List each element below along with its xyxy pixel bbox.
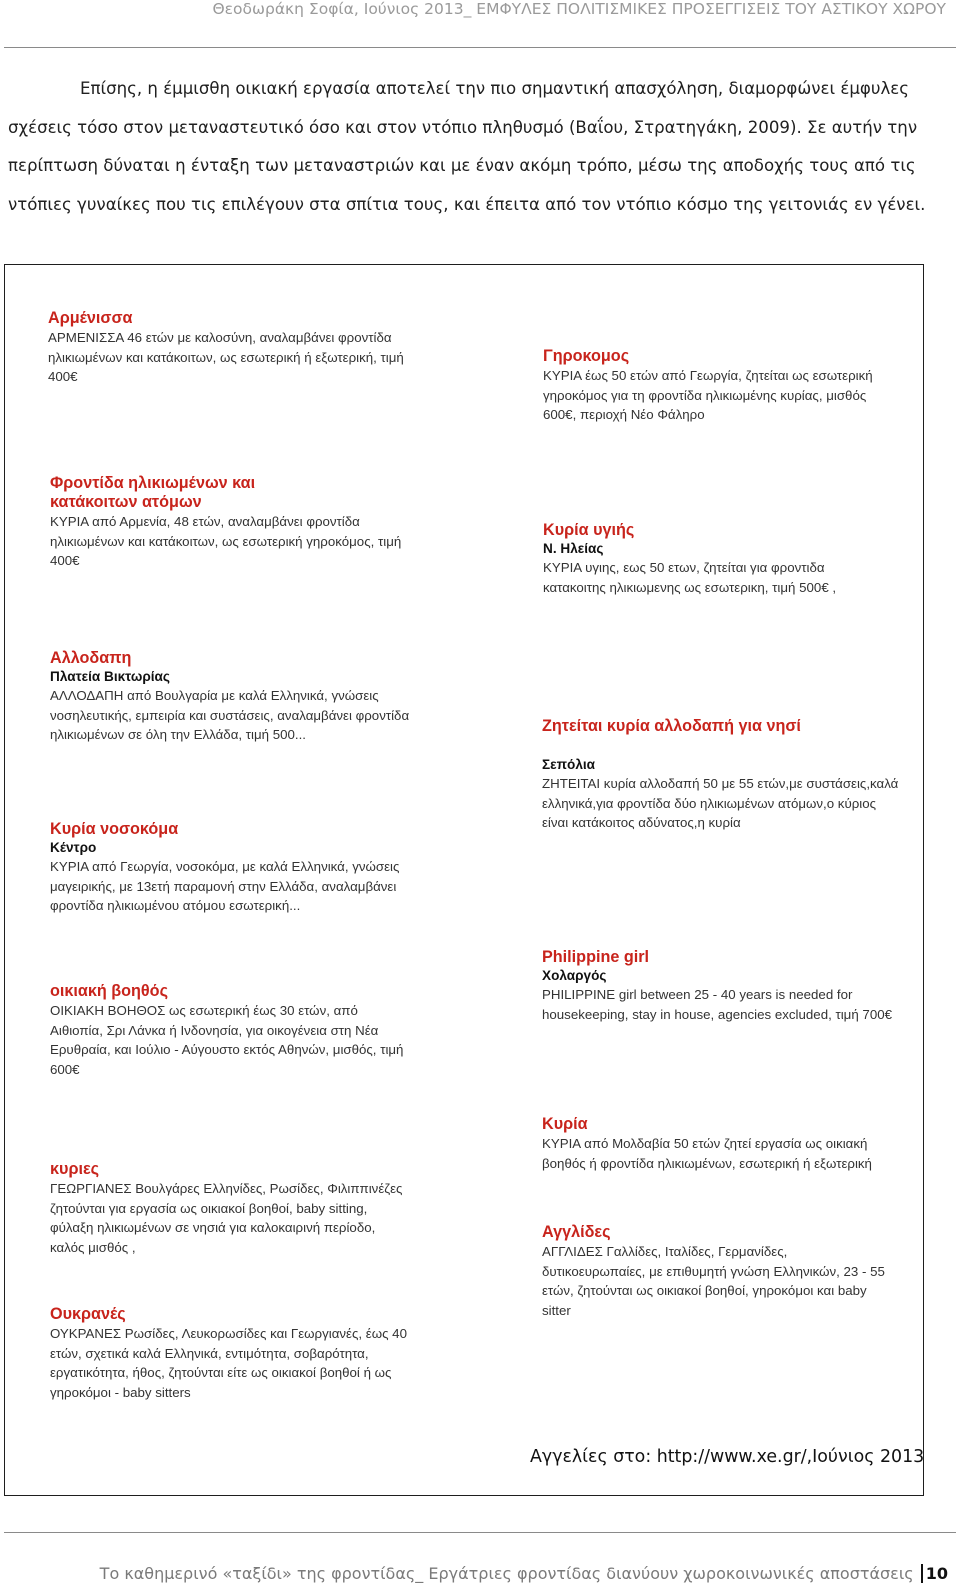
ad-right-1 xyxy=(543,347,903,425)
page-number: 10 xyxy=(921,1564,948,1583)
ad-left-3 xyxy=(50,649,410,745)
ad-body: ΓΕΩΡΓΙΑΝΕΣ Βουλγάρες Ελληνίδες, Ρωσίδες, Φιλιππινέζες ζητούνται για εργασία ως οικιακοί βοηθοί, baby sitting, φύλαξη ηλικιωμένων σε νησιά για καλοκαιρινή περίοδο, καλός μισθός , xyxy=(50,1181,403,1255)
ad-right-5 xyxy=(542,1115,912,1173)
ad-right-3 xyxy=(542,717,902,833)
ad-title: Κυρία υγιής xyxy=(543,521,635,539)
ad-title: οικιακή βοηθός xyxy=(50,982,168,1000)
ad-body: ΖΗΤΕΙΤΑΙ κυρία αλλοδαπή 50 με 55 ετών,με συστάσεις,καλά ελληνικά,για φροντίδα δύο ηλικιωμένων ατόμων,ο κύριος είναι κατάκοιτος αδύνατος,η κυρία xyxy=(542,776,899,830)
ad-right-6 xyxy=(542,1223,892,1320)
ad-body: ΚΥΡΙΑ υγιης, εως 50 ετων, ζητείται για φροντιδα κατακοιτης ηλικιωμενης ως εσωτερικη, τιμή 500€ , xyxy=(543,560,837,595)
classified-ads-figure xyxy=(4,264,924,1496)
ad-left-6 xyxy=(50,1160,410,1257)
ad-title: Κυρία νοσοκόμα xyxy=(50,820,179,838)
body-paragraph: Επίσης, η έμμισθη οικιακή εργασία αποτελεί την πιο σημαντική απασχόληση, διαμορφώνει έμφυλες σχέσεις τόσο στον μεταναστευτικό όσο και στον ντόπιο πληθυσμό (Βαΐου, Στρατηγάκη, 2009). Σε αυτήν την περίπτωση δύναται η ένταξη των μεταναστριών και με έναν ακόμη τρόπο, μέσω της αποδοχής τους από τις ντόπιες γυναίκες που τις επιλέγουν στα σπίτια τους, και έπειτα από τον ντόπιο κόσμο της γειτονιάς εν γένει. xyxy=(8,79,926,214)
ad-title: Αγγλίδες xyxy=(542,1223,611,1241)
ad-title: Αλλοδαπη xyxy=(50,649,132,667)
ad-body: ΚΥΡΙΑ από Γεωργία, νοσοκόμα, με καλά Ελληνικά, γνώσεις μαγειρικής, με 13ετή παραμονή στην Ελλάδα, αναλαμβάνει φροντίδα ηλικιωμένου ατόμου εσωτερική... xyxy=(50,859,400,913)
ad-body: ΑΛΛΟΔΑΠΗ από Βουλγαρία με καλά Ελληνικά, γνώσεις νοσηλευτικής, εμπειρία και συστάσεις, αναλαμβάνει φροντίδα ηλικιωμένων σε όλη την Ελλάδα, τιμή 500... xyxy=(50,688,410,742)
ad-body: ΑΓΓΛΙΔΕΣ Γαλλίδες, Ιταλίδες, Γερμανίδες, δυτικοευρωπαίες, με επιθυμητή γνώση Ελληνικών, 23 - 55 ετών, ζητούνται ως οικιακοί βοηθοί, γηροκόμοι και baby sitter xyxy=(542,1244,885,1318)
ad-location: Σεπόλια xyxy=(542,757,596,772)
running-footer xyxy=(100,1564,948,1583)
ad-location: Ν. Ηλείας xyxy=(543,541,604,556)
footer-divider xyxy=(4,1532,956,1533)
ad-title: Φροντίδα ηλικιωμένων και κατάκοιτων ατόμων xyxy=(50,474,256,511)
ad-right-4 xyxy=(542,948,902,1024)
ad-body: ΚΥΡΙΑ έως 50 ετών από Γεωργία, ζητείται ως εσωτερική γηροκόμος για τη φροντίδα ηλικιωμένης κυρίας, μισθός 600€, περιοχή Νέο Φάληρο xyxy=(543,368,873,422)
ad-body: PHILIPPINE girl between 25 - 40 years is needed for housekeeping, stay in house, agencies excluded, τιμή 700€ xyxy=(542,987,893,1022)
running-header: Θεοδωράκη Σοφία, Ιούνιος 2013_ ΕΜΦΥΛΕΣ ΠΟΛΙΤΙΣΜΙΚΕΣ ΠΡΟΣΕΓΓΙΣΕΙΣ ΤΟΥ ΑΣΤΙΚΟΥ ΧΩΡΟΥ xyxy=(212,0,946,18)
ad-body: ΚΥΡΙΑ από Μολδαβία 50 ετών ζητεί εργασία ως οικιακή βοηθός ή φροντίδα ηλικιωμένων, εσωτερική ή εξωτερική xyxy=(542,1136,872,1171)
ad-left-5 xyxy=(50,982,410,1079)
ad-title: Ζητείται κυρία αλλοδαπή για νησί xyxy=(542,717,801,735)
ad-body: ΑΡΜΕΝΙΣΣΑ 46 ετών με καλοσύνη, αναλαμβάνει φροντίδα ηλικιωμένων και κατάκοιτων, ως εσωτερική ή εξωτερική, τιμή 400€ xyxy=(48,330,404,384)
ad-left-7 xyxy=(50,1305,418,1402)
header-divider xyxy=(4,47,956,48)
ad-title: κυριες xyxy=(50,1160,100,1178)
ad-title: Κυρία xyxy=(542,1115,588,1133)
ad-location: Χολαργός xyxy=(542,968,607,983)
ad-right-2 xyxy=(543,521,888,597)
ad-title: Γηροκομος xyxy=(543,347,630,365)
ad-title: Philippine girl xyxy=(542,948,650,966)
ad-body: ΟΙΚΙΑΚΗ ΒΟΗΘΟΣ ως εσωτερική έως 30 ετών, από Αιθιοπία, Σρι Λάνκα ή Ινδονησία, για οικογένεια στη Νέα Ερυθραία, και Ιούλιο - Αύγουστο εκτός Αθηνών, μισθός, τιμή 600€ xyxy=(50,1003,404,1077)
ad-title: Αρμένισσα xyxy=(48,309,133,327)
ad-left-4 xyxy=(50,820,410,916)
ad-left-1 xyxy=(48,309,428,387)
ad-left-2 xyxy=(50,474,415,571)
footer-title: Το καθημερινό «ταξίδι» της φροντίδας_ Εργάτριες φροντίδας διανύουν χωροκοινωνικές αποστάσεις xyxy=(99,1564,914,1583)
ad-body: ΟΥΚΡΑΝΕΣ Ρωσίδες, Λευκορωσίδες και Γεωργιανές, έως 40 ετών, σχετικά καλά Ελληνικά, εντιμότητα, σοβαρότητα, εργατικότητα, ήθος, ζητούνται είτε ως οικιακοί βοηθοί ή ως γηροκόμοι - baby sitters xyxy=(50,1326,407,1400)
body-text xyxy=(8,70,953,224)
ad-title: Ουκρανές xyxy=(50,1305,126,1323)
ad-location: Πλατεία Βικτωρίας xyxy=(50,669,170,684)
figure-caption: Αγγελίες στο: http://www.xe.gr/,Ιούνιος 2013 xyxy=(530,1447,925,1467)
ad-body: ΚΥΡΙΑ από Αρμενία, 48 ετών, αναλαμβάνει φροντίδα ηλικιωμένων και κατάκοιτων, ως εσωτερική γηροκόμος, τιμή 400€ xyxy=(50,514,402,568)
ad-location: Κέντρο xyxy=(50,840,97,855)
